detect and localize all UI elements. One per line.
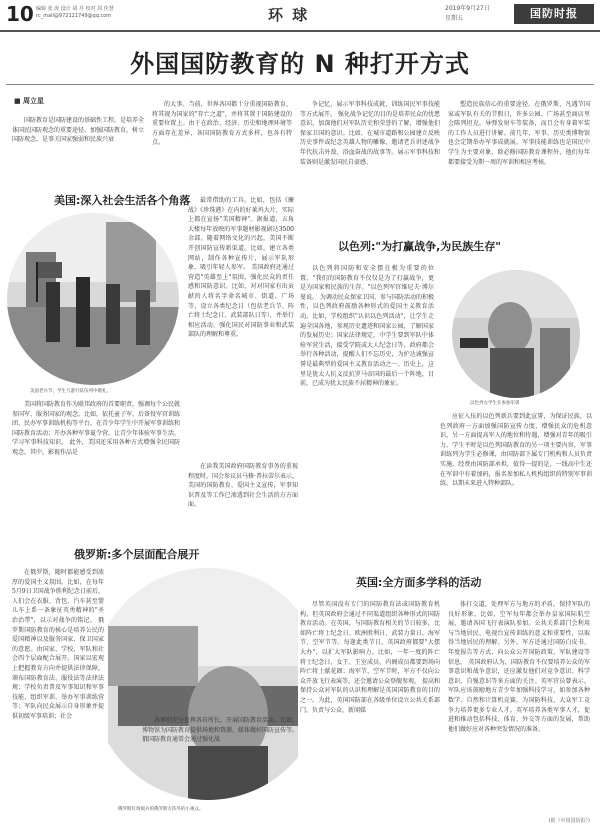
headline-rule bbox=[6, 84, 594, 85]
issue-date: 2019年9月27日 bbox=[445, 5, 490, 12]
date-info bbox=[445, 4, 490, 24]
uk-text-right: 体打交道，处理军方与地方的矛盾，保持军队的良好形象。比如，空军每年都会举办皇家国际航空展，邀请各国飞行表演队参加。公共关系部门会利用与当地居民、电视台宣传训练的意义和重要性，以取得当地居民的理解。另外，军方还通过国防白皮书、年度报告等方式，向公众公开国防政策、军队建设等信息。 英国政府认为，国防教育不仅要培养公众的军事意识和战争意识，还应激发他们对竞争意识、科学意识、自强意识等多方面的关注。英军官员曾表示，军队应该鼓励地方青少年加强科技学习，如参加各种数学、自然和计算机竞赛，为国防科技、大众军工竞争力培养更多专业人才。英军培养各类军事人才，促进和推动包括科技、体育、外交等方面的发展，帮助他们做好应对各种突发情况的准备。 bbox=[448, 601, 590, 733]
author-byline: ■ 周立星 bbox=[14, 97, 45, 105]
usa-text-right: 最常借助的工具。比如，包括《鏖战》《珍珠港》在内的好莱坞大片，实际上都在宣扬"美国精神"。据报道，五角大楼每年放映的军事题材影视剧达3500余部。随着网络文化的兴起，美国不断开创国防宣传新渠道。比如，建立各类网站，制作各种宣传片，展示军队形象，吸引年轻人参军。 美国政府还通过营造"英雄至上"氛围，强化民众的责任感和国防意识。比如，对对国家有出贡献的人将名字命名城市、街道、广场等，设立各类纪念日（包括老兵节、阵亡将士纪念日、武装部队日等），并举行相应活动，强化国民对国防事业和武装部队的理解和尊重。 bbox=[188, 197, 294, 339]
usa-text-bottom: 在读我美国政府国防教育事务的重视程度时，国会参议员马修·普拉蒂尔表示，美国的国防教育、爱国主义宣传，军事知识普及等工作已渗透到社会生活的方方面面。 bbox=[188, 463, 298, 509]
russia-section-title: 俄罗斯:多个层面配合展开 bbox=[74, 548, 200, 561]
main-headline: 外国国防教育的 N 种打开方式 bbox=[130, 50, 470, 78]
section-title: 环 球 bbox=[268, 6, 310, 24]
israel-section-title: 以色列:"为打赢战争,为民族生存" bbox=[338, 240, 502, 253]
intro-column-2: 的大事。当前，世界各国都十分重视国防教育，将其视为国家的"存亡之道"，并将其置于国防建设的重要位置上。由于在政治、经济、历史和地理环境等方面存在差异，各国国防教育方式多样，也各有特点。 bbox=[152, 101, 292, 147]
russia-text-right: 各界则充分发挥各自所长，开展国防教育活动。比如，博物馆为国防教育提供场地和资源，媒体做好国防宣传等。 俄国防教育通常会通过强化战 bbox=[142, 717, 298, 744]
intro-column-1: 国防教育是国防建设的基础性工程，是培养全体国民国防观念的重要途径。加强国防教育，树立国防观念，是事关国家强弱和民族兴衰 bbox=[12, 117, 144, 144]
page-number: 10 bbox=[6, 2, 34, 26]
uk-section-title: 英国:全方面多学科的活动 bbox=[356, 576, 482, 589]
usa-text-left: 美国将国防教育作为联邦政府的首要职责，强调每个公民就参国军、服务国家的观念。比如，依托童子军、后备役军官训练团、民办军事训练机构等平台，在青少年学生中开展军事训练和国防教育活动；开办各种军事夏令营，让青少年体验军事生活，学习军事科技知识。 此外，美国还采用各种方式增强全民国防观念，其中，影视作品是 bbox=[12, 401, 180, 456]
issue-weekday: 星期五 bbox=[445, 15, 464, 22]
russia-photo-caption: 俄罗斯红场阅兵的俄罗斯方阵外的小观众。 bbox=[118, 807, 204, 812]
usa-photo bbox=[6, 212, 180, 386]
editor-email: rc_mail@972121749@qq.com bbox=[36, 13, 112, 19]
israel-text-left: 以色列将国防和安全摆在极为重要的位置。"我们的国防教育不仅仅是为了打赢战争，更是为国家和民族的生存。"以色列军官维尼夫·博尔曼说。 为调动民众保家卫国、参与国防活动的积极性，以色列政府鼓励各种形式的爱国主义教育活动。比如，学校组织"认识以色列活动"，让学生走遍全国各地，参观历史遗迹和国家公园，了解国家的发展历史；国家法律规定，中学生要到军队中体验军营生活，接受学院或大人纪念日等，政府都会举行各种活动，提醒人们不忘历史，为护达诚强宣誓是最典型的爱国主义教育活动之一。历史上，这里是犹太人抗义反抗罗马帝国的最后一个阵地，目前，已成为犹太民族不屈精神的象征。 bbox=[300, 265, 434, 388]
usa-photo-caption: 美国老兵节，学生与游行队伍列中敬礼。 bbox=[30, 389, 111, 394]
uk-text-left: 尽管英国没有专门的国防教育法或国防教育机构，但英国政府会通过不同渠道组织各种形式的国防教育活动。在英国，与国防教育相关的节日较多，比如阵亡将士纪念日、欧洲胜利日、武装力量日、海军节、空军节等。每逢此类节日，英国政府都要"大摆大办"，以扩大军队影响力。比如，一年一度的阵亡将士纪念日，女王、王室成员、内阁成员都要到场向阵亡将士献花圈；海军节、空军节时，军方不仅向公众开放飞行表演等，还会邀请公众登舰参观。 提高和保持公众对军队的认识和理解是英国国防教育的目的之一。为此，英国国防部在各级单位设立公共关系部门，负责与公众、新闻媒 bbox=[300, 601, 440, 714]
source-credit: (据《中国国防报》) bbox=[548, 818, 590, 824]
israel-photo-caption: 以色列女学生在参加军训 bbox=[470, 401, 520, 406]
editor-credits: 编辑 张 涛 设计 胡 丹 校对 周 佳慧 bbox=[36, 6, 114, 12]
page-header bbox=[0, 0, 600, 32]
israel-text-right: 应征入伍的以色列新兵要到此宣誓，为保证民族，以色列政府一方面加强国防宣传力度，增强民众的危机意识，另一方面提高军人的地位和待遇，增强对青年的吸引力。学生平时是以色列国防教育的另一项主要内容，军事训练列为学生必修课，由国防部下属专门机构和人员负责实施，经费由国防部承担，值得一提的是，一线高中生还在军训中有着加码，报名参加私人机构组织的特别军事训练，以期未来进入特种部队。 bbox=[440, 413, 592, 488]
intro-column-3: 争记忆，展示军事科技成就、训练国民军事技能等方式展开。 强化战争记忆的目的是培养民众的忧患意识，加深他们对军队历史和荣誉的了解，增强他们保家卫国的意识。比如，在城市道路和公园建立反映历史事件或纪念英雄人物的雕像，邀请老兵讲述战争年代抗击外敌、浴血奋战的故事等。展示军事科技和装备则是激发国民自豪感、 bbox=[300, 101, 440, 166]
editor-info bbox=[36, 6, 196, 20]
newspaper-logo: 国防时报 bbox=[514, 4, 594, 24]
intro-column-4: 塑造民族信心的重要途径。在俄罗斯，凡遇节国家或军队有关的节假日，许多公园、广场甚至商店里会陈列坦克、导弹发射车等装备，而且会有身着军装的工作人员进行讲解。前几年，军事、历史类博物馆也会定期举办军事成就展。军事技能训练也是国民中学生为主要对象，除必修国防教育课程外，他们每年都要接受为期一周的军训和相应考核。 bbox=[448, 101, 590, 166]
israel-photo bbox=[440, 268, 592, 398]
usa-section-title: 美国:深入社会生活各个角落 bbox=[54, 194, 191, 207]
russia-text-left: 在俄罗斯，随时都能感受到浓厚的爱国主义氛围。比如，在每年5月9日卫国战争胜利纪念日前后，人们会在衣服、背包、汽车甚至婴儿车上系一条象征英勇精神的"圣治治带"，以示对战争的铭记。 俄罗斯国防教育的核心是培养公民的爱国精神以及服务国家、保卫国家的意愿。由国家、学校、军队和社会四个层面配合展开。国家以宏观上把握教育方向并提供法律保障，颁布国防教育法、服役法等法律法规；学校负责普及军事知识和军事技能，组织军训、举办军事训练营等；军队向民众展示自身形象并提供初级军事培训；社会 bbox=[12, 569, 104, 720]
